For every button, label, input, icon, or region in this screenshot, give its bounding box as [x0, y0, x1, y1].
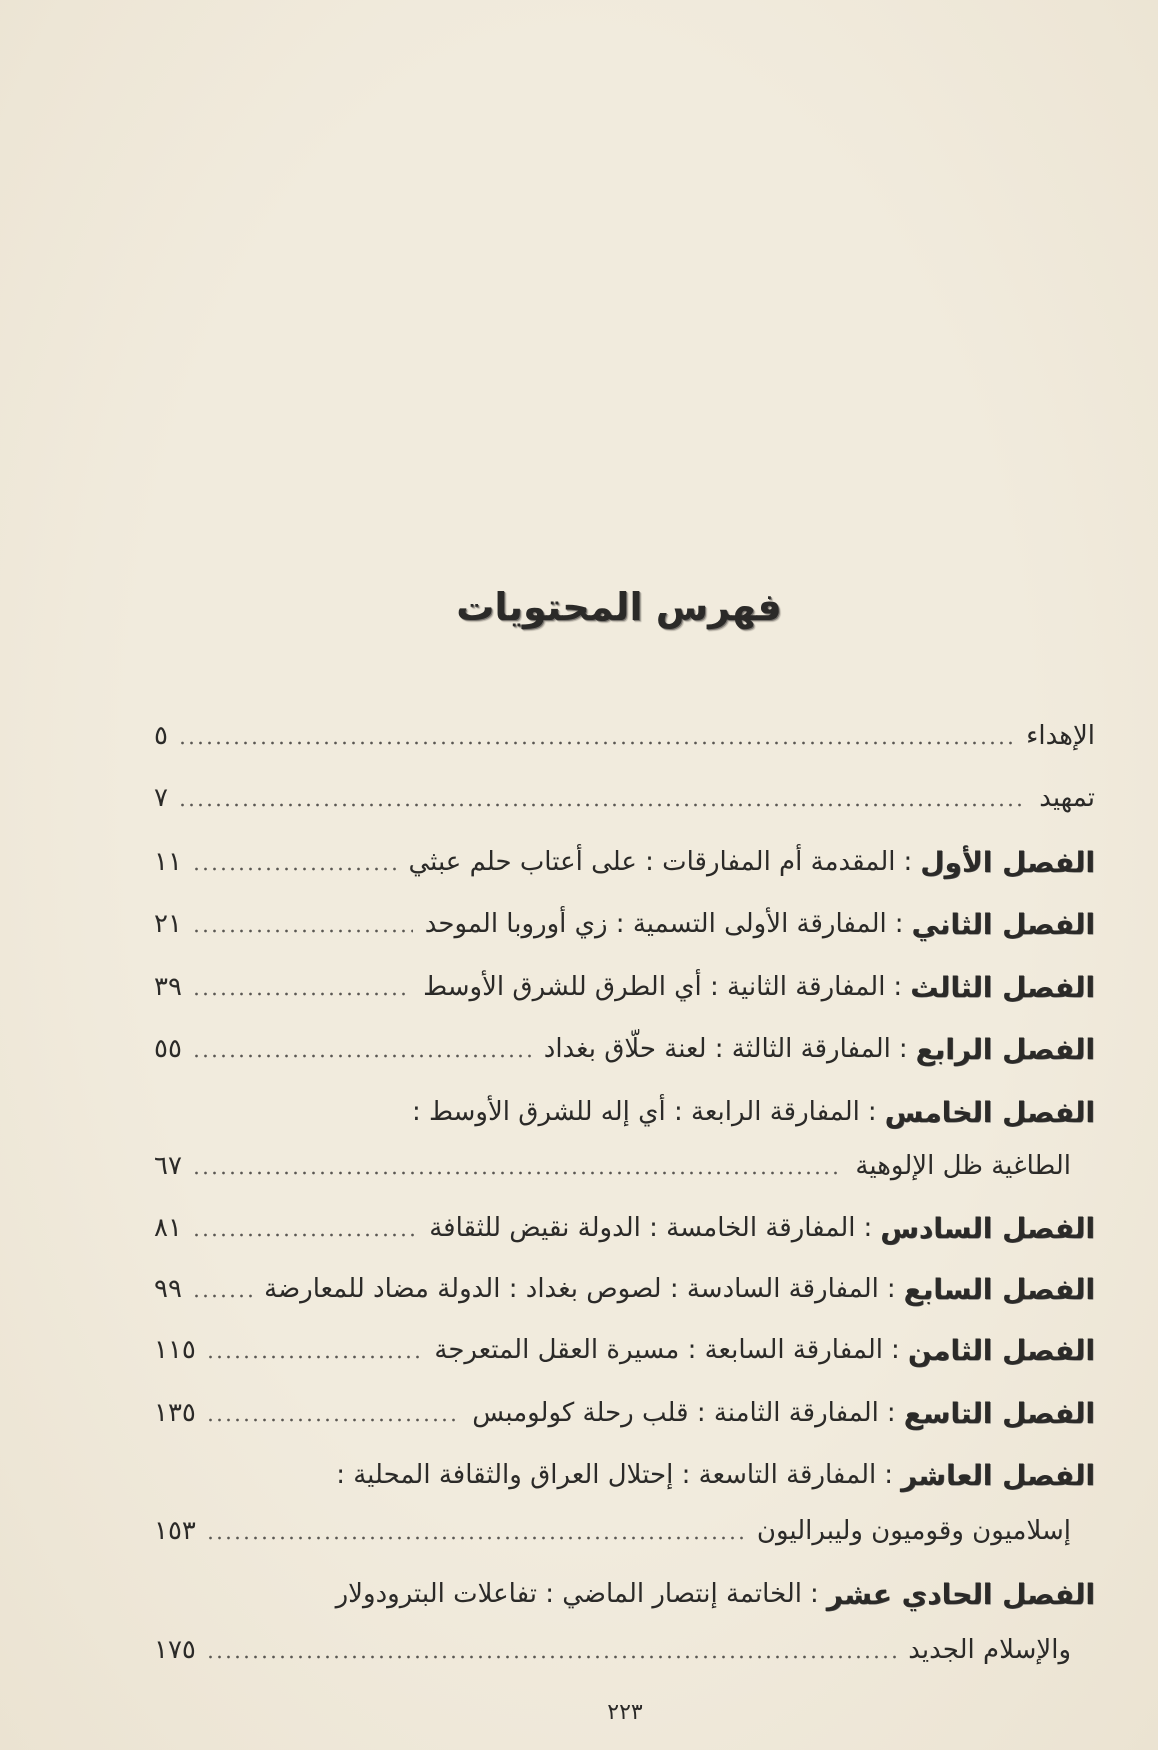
entry-title: المقدمة أم المفارقات : على أعتاب حلم عبثي	[408, 847, 896, 877]
entry-title: المفارقة السادسة : لصوص بغداد : الدولة مضاد للمعارضة	[264, 1274, 879, 1304]
toc-entry-dedication	[154, 711, 1095, 761]
entry-title: المفارقة الأولى التسمية : زي أوروبا الموحد	[424, 909, 887, 939]
label-separator: :	[898, 1034, 908, 1064]
toc-entry-chapter-4	[154, 1024, 1095, 1074]
entry-page-number: ١١٥	[154, 1335, 196, 1365]
toc-entry-chapter-1	[154, 837, 1095, 887]
entry-title: المفارقة السابعة : مسيرة العقل المتعرجة	[434, 1335, 884, 1365]
label-separator: :	[891, 1335, 900, 1365]
page-title: فهرس المحتويات	[456, 585, 782, 629]
entry-page-number: ٢١	[154, 909, 182, 939]
chapter-label: الفصل السابع	[903, 1272, 1095, 1306]
entry-title: الإهداء	[1026, 721, 1095, 751]
dot-leader	[178, 740, 1014, 746]
toc-entry-chapter-10-continuation	[154, 1506, 1095, 1556]
entry-title: المفارقة الثامنة : قلب رحلة كولومبس	[472, 1398, 879, 1428]
chapter-label: الفصل الحادي عشر	[826, 1577, 1095, 1611]
toc-entry-chapter-3	[154, 962, 1095, 1012]
entry-title: المفارقة الثالثة : لعنة حلّاق بغداد	[543, 1034, 891, 1064]
dot-leader	[206, 1417, 460, 1423]
entry-page-number: ١٥٣	[154, 1516, 196, 1546]
dot-leader	[192, 1053, 532, 1059]
toc-entry-chapter-8	[154, 1325, 1095, 1375]
toc-entry-preface	[154, 773, 1095, 823]
dot-leader	[192, 1170, 843, 1176]
label-separator: :	[867, 1097, 877, 1127]
entry-title-continuation: إسلاميون وقوميون وليبراليون	[756, 1516, 1071, 1546]
dot-leader	[206, 1535, 745, 1541]
label-separator: :	[903, 847, 913, 877]
entry-title-continuation: والإسلام الجديد	[908, 1635, 1071, 1665]
toc-entry-chapter-2	[154, 899, 1095, 949]
toc-entry-chapter-7	[154, 1264, 1095, 1314]
label-separator: :	[893, 972, 903, 1002]
entry-title: المفارقة الخامسة : الدولة نقيض للثقافة	[429, 1213, 856, 1243]
label-separator: :	[863, 1213, 873, 1243]
entry-page-number: ٥	[154, 721, 168, 751]
entry-page-number: ٨١	[154, 1213, 182, 1243]
entry-page-number: ٦٧	[154, 1151, 182, 1181]
chapter-label: الفصل العاشر	[901, 1458, 1095, 1492]
entry-title: المفارقة الرابعة : أي إله للشرق الأوسط :	[411, 1097, 860, 1127]
entry-title: تمهيد	[1039, 783, 1095, 813]
dot-leader	[192, 991, 411, 997]
chapter-label: الفصل التاسع	[903, 1396, 1095, 1430]
dot-leader	[178, 802, 1027, 808]
chapter-label: الفصل الثامن	[907, 1333, 1095, 1367]
toc-entry-chapter-10	[154, 1450, 1095, 1500]
dot-leader	[192, 1232, 417, 1238]
entry-page-number: ٣٩	[154, 972, 182, 1002]
chapter-label: الفصل الأول	[920, 845, 1095, 879]
dot-leader	[206, 1354, 423, 1360]
toc-entry-chapter-5	[154, 1087, 1095, 1137]
entry-page-number: ٩٩	[154, 1274, 182, 1304]
chapter-label: الفصل الثاني	[911, 907, 1095, 941]
entry-page-number: ١١	[154, 847, 182, 877]
entry-page-number: ٧	[154, 783, 168, 813]
entry-page-number: ٥٥	[154, 1034, 182, 1064]
toc-entry-chapter-11-continuation	[154, 1625, 1095, 1675]
toc-entry-chapter-11	[154, 1569, 1095, 1619]
chapter-label: الفصل الثالث	[910, 970, 1095, 1004]
toc-entry-chapter-9	[154, 1388, 1095, 1438]
entry-title: المفارقة الثانية : أي الطرق للشرق الأوسط	[423, 972, 886, 1002]
footer-page-number: ٢٢٣	[607, 1700, 643, 1725]
toc-entry-chapter-6	[154, 1203, 1095, 1253]
entry-page-number: ١٧٥	[154, 1635, 196, 1665]
label-separator: :	[894, 909, 904, 939]
dot-leader	[206, 1654, 896, 1660]
label-separator: :	[884, 1460, 894, 1490]
dot-leader	[192, 866, 397, 872]
chapter-label: الفصل الخامس	[884, 1095, 1095, 1129]
label-separator: :	[886, 1398, 896, 1428]
toc-entry-chapter-5-continuation	[154, 1141, 1095, 1191]
entry-page-number: ١٣٥	[154, 1398, 196, 1428]
entry-title: الخاتمة إنتصار الماضي : تفاعلات البترودولار	[335, 1579, 803, 1609]
entry-title-continuation: الطاغية ظل الإلوهية	[855, 1151, 1071, 1181]
chapter-label: الفصل السادس	[880, 1211, 1095, 1245]
chapter-label: الفصل الرابع	[915, 1032, 1095, 1066]
label-separator: :	[810, 1579, 819, 1609]
dot-leader	[192, 928, 413, 934]
table-of-contents	[154, 0, 1095, 1750]
dot-leader	[192, 1293, 252, 1299]
label-separator: :	[886, 1274, 896, 1304]
entry-title: المفارقة التاسعة : إحتلال العراق والثقافة المحلية :	[336, 1460, 877, 1490]
